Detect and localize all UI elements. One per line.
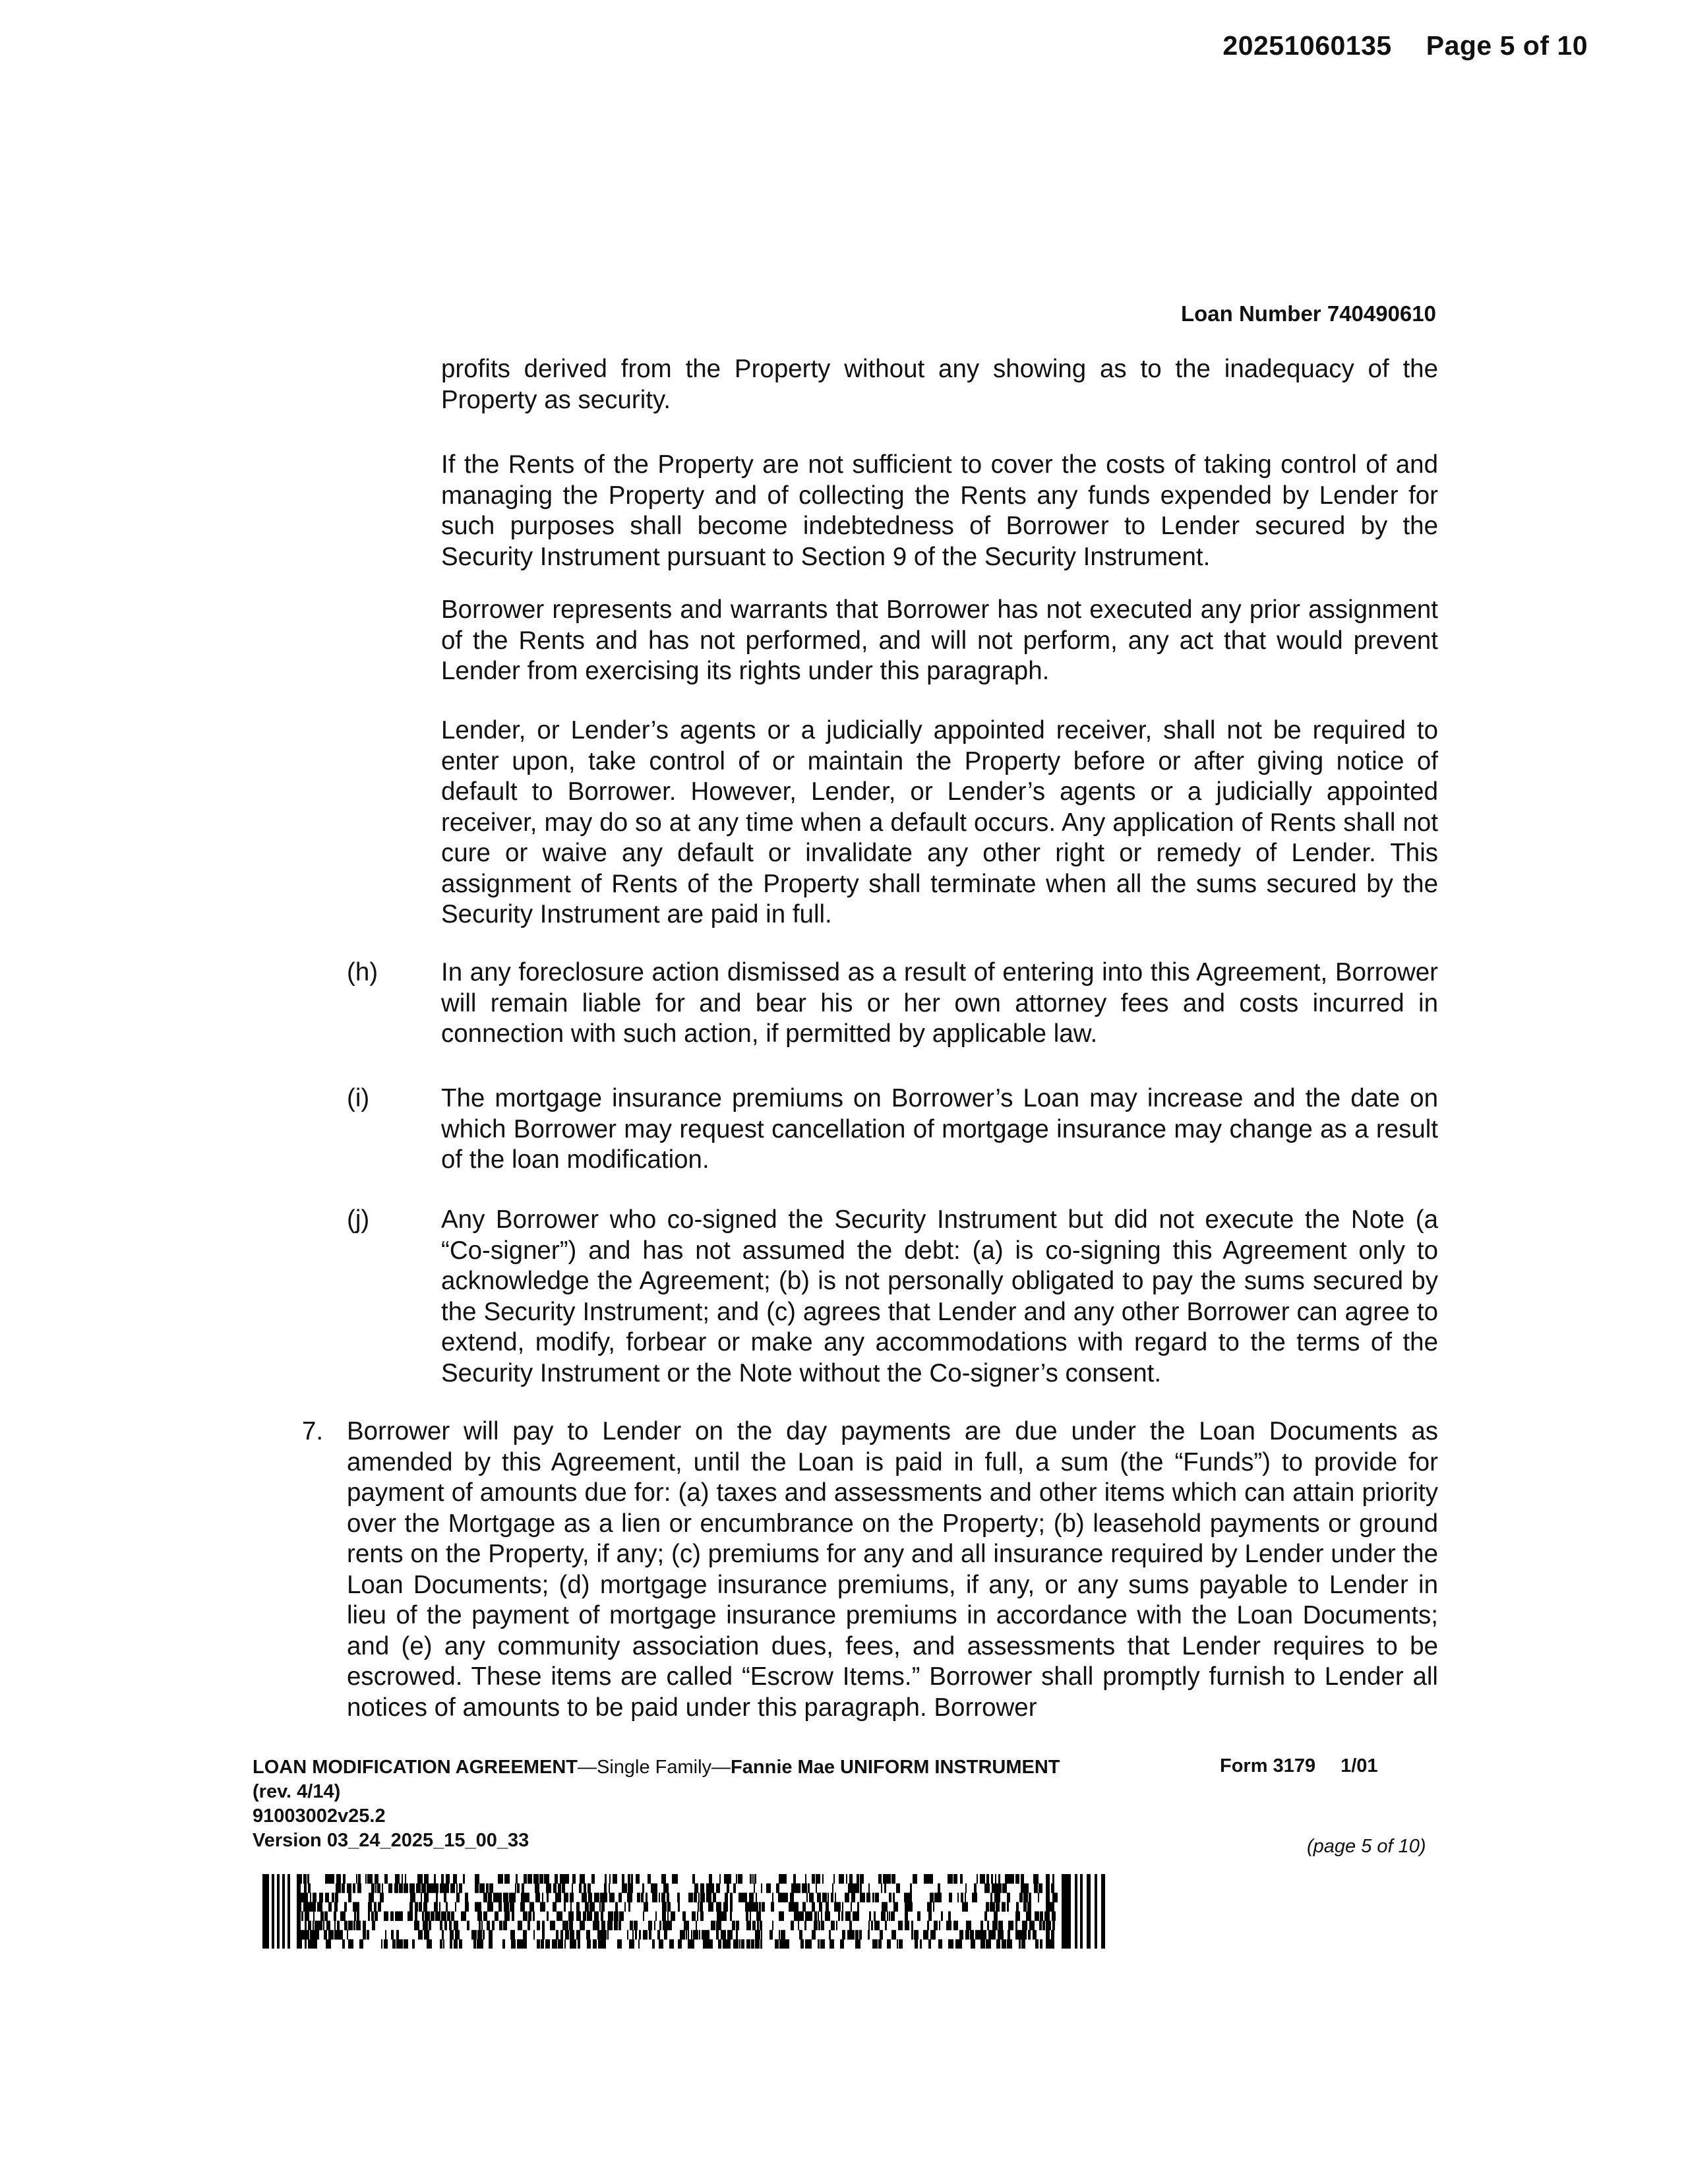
paragraph-borrower-represents: Borrower represents and warrants that Borrower has not executed any prior assignment of the Rents and has not performed, and will not perform, any act that would prevent Lender from exercising its rights under this paragraph. bbox=[441, 595, 1438, 685]
item-text-h: In any foreclosure action dismissed as a result of entering into this Agreement, Borrower will remain liable for and bear his or her own attorney fees and costs incurred in connection with such action, if permitted by applicable law. bbox=[441, 958, 1438, 1048]
item-label-h: (h) bbox=[347, 958, 378, 986]
footer-revision: (rev. 4/14) bbox=[253, 1781, 341, 1802]
footer-version: Version 03_24_2025_15_00_33 bbox=[253, 1830, 529, 1851]
form-identifier bbox=[1220, 1755, 1378, 1777]
barcode-icon bbox=[262, 1874, 1113, 1949]
item-label-j: (j) bbox=[347, 1205, 370, 1234]
document-stamp bbox=[1222, 30, 1588, 61]
footer-title-bold: LOAN MODIFICATION AGREEMENT bbox=[253, 1757, 578, 1778]
form-number: Form 3179 bbox=[1220, 1755, 1316, 1776]
section-7-label: 7. bbox=[302, 1417, 324, 1445]
page-note: (page 5 of 10) bbox=[1307, 1836, 1426, 1857]
footer-code: 91003002v25.2 bbox=[253, 1805, 386, 1827]
footer-title-mid: —Single Family— bbox=[577, 1757, 731, 1778]
form-date: 1/01 bbox=[1341, 1755, 1378, 1776]
item-label-i: (i) bbox=[347, 1084, 370, 1112]
document-number: 20251060135 bbox=[1222, 30, 1392, 61]
item-text-j: Any Borrower who co-signed the Security Instrument but did not execute the Note (a “Co-signer”) and has not assumed the debt: (a) is co-signing this Agreement only to acknowledge the Agreement; (b) is not personally obligated to pay the sums secured by the Security Instrument; and (c) agrees that Lender and any other Borrower can agree to extend, modify, forbear or make any accommodations with regard to the terms of the Security Instrument or the Note without the Co-signer’s consent. bbox=[441, 1205, 1438, 1387]
section-7-text: Borrower will pay to Lender on the day payments are due under the Loan Documents as amended by this Agreement, until the Loan is paid in full, a sum (the “Funds”) to provide for payment of amounts due for: (a) taxes and assessments and other items which can attain priority over the Mortgage as a lien or encumbrance on the Property; (b) leasehold payments or ground rents on the Property, if any; (c) premiums for any and all insurance required by Lender under the Loan Documents; (d) mortgage insurance premiums, if any, or any sums payable to Lender in lieu of the payment of mortgage insurance premiums in accordance with the Loan Documents; and (e) any community association dues, fees, and assessments that Lender requires to be escrowed. These items are called “Escrow Items.” Borrower shall promptly furnish to Lender all notices of amounts to be paid under this paragraph. Borrower bbox=[347, 1417, 1438, 1722]
paragraph-profits: profits derived from the Property without any showing as to the inadequacy of the Property as security. bbox=[441, 355, 1438, 414]
page-indicator: Page 5 of 10 bbox=[1426, 30, 1588, 61]
paragraph-rents-insufficient: If the Rents of the Property are not sufficient to cover the costs of taking control of and managing the Property and of collecting the Rents any funds expended by Lender for such purposes shall become indebtedness of Borrower to Lender secured by the Security Instrument pursuant to Section 9 of the Security Instrument. bbox=[441, 450, 1438, 571]
paragraph-lender-agents: Lender, or Lender’s agents or a judicially appointed receiver, shall not be required to enter upon, take control of or maintain the Property before or after giving notice of default to Borrower. However, Lender, or Lender’s agents or a judicially appointed receiver, may do so at any time when a default occurs. Any application of Rents shall not cure or waive any default or invalidate any other right or remedy of Lender. This assignment of Rents of the Property shall terminate when all the sums secured by the Security Instrument are paid in full. bbox=[441, 716, 1438, 928]
footer-title-bold-2: Fannie Mae UNIFORM INSTRUMENT bbox=[731, 1757, 1060, 1778]
item-text-i: The mortgage insurance premiums on Borrower’s Loan may increase and the date on which Borrower may request cancellation of mortgage insurance may change as a result of the loan modification. bbox=[441, 1084, 1438, 1174]
loan-number: Loan Number 740490610 bbox=[1180, 301, 1436, 326]
